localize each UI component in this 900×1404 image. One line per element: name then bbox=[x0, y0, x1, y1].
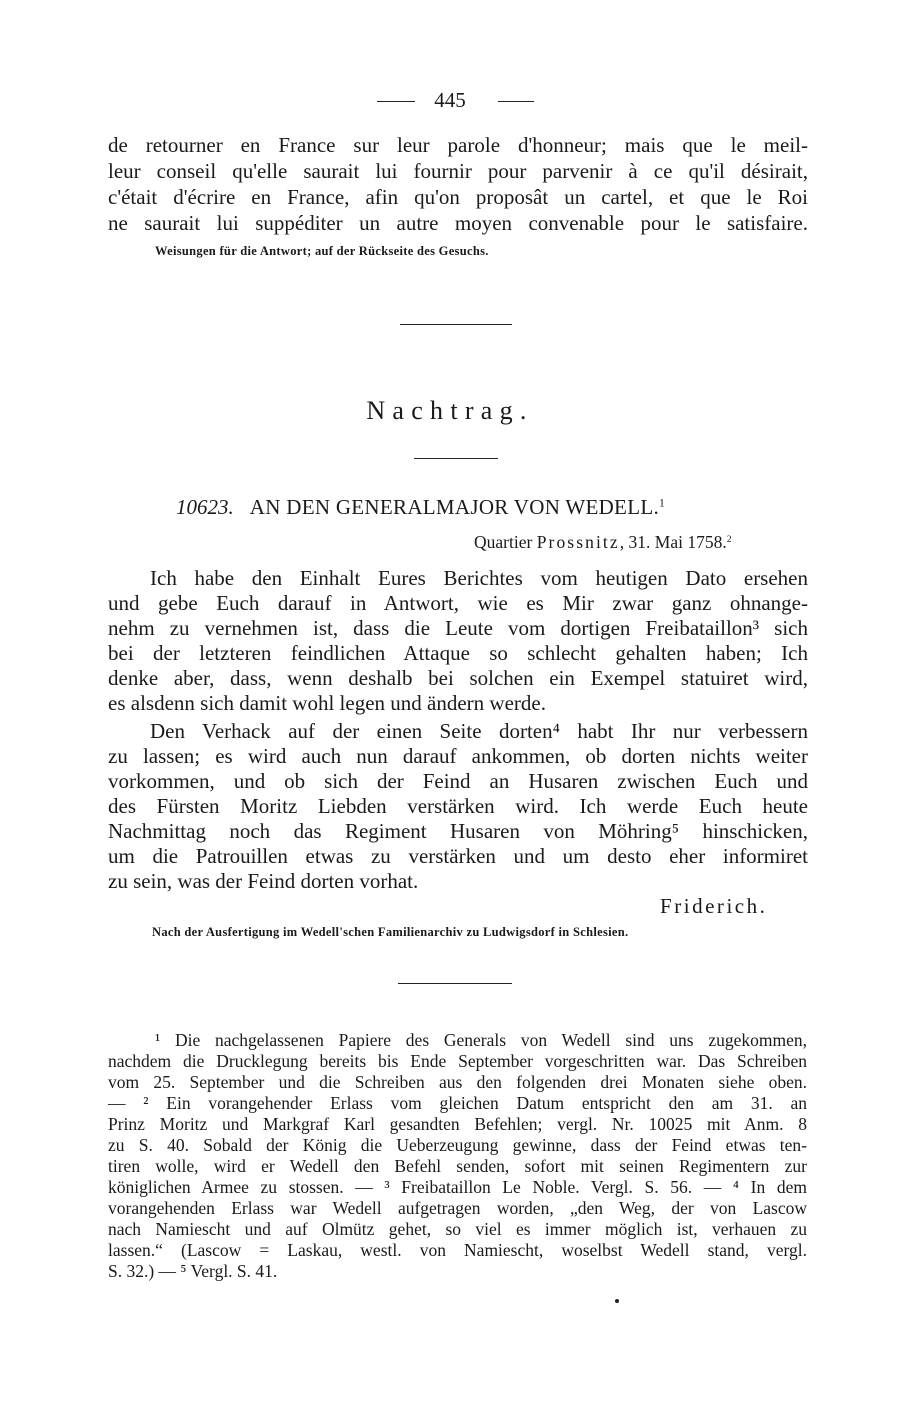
text-line: und gebe Euch darauf in Antwort, wie es Mir zwar ganz ohnange- bbox=[108, 591, 808, 615]
footnote-line: königlichen Armee zu stossen. — ³ Freibataillon Le Noble. Vergl. S. 56. — ⁴ In dem bbox=[108, 1177, 807, 1197]
print-speck bbox=[615, 1299, 619, 1303]
header-rule-right bbox=[498, 101, 534, 102]
footnote-line: lassen.“ (Lascow = Laskau, westl. von Namiescht, woselbst Wedell stand, vergl. bbox=[108, 1240, 807, 1260]
footnote-line: Prinz Moritz und Markgraf Karl gesandten Befehlen; vergl. Nr. 10025 mit Anm. 8 bbox=[108, 1114, 807, 1134]
text-line: de retourner en France sur leur parole d'honneur; mais que le meil- bbox=[108, 133, 808, 157]
footnote-line: S. 32.) — ⁵ Vergl. S. 41. bbox=[108, 1261, 278, 1281]
footnote-line: ¹ Die nachgelassenen Papiere des Generals von Wedell sind uns zugekommen, bbox=[155, 1030, 807, 1050]
page-number: 445 bbox=[434, 88, 466, 112]
text-line: vorkommen, und ob sich der Feind an Husaren zwischen Euch und bbox=[108, 769, 808, 793]
letter-heading bbox=[176, 495, 665, 520]
text-line: bei der letzteren feindlichen Attaque so schlecht gehalten haben; Ich bbox=[108, 641, 808, 665]
text-line: denke aber, dass, wenn deshalb bei solchen ein Exempel statuiret wird, bbox=[108, 666, 808, 690]
separator-rule bbox=[400, 324, 512, 325]
footnote-line: nach Namiescht und auf Olmütz gehet, so viel es immer möglich ist, verhauen zu bbox=[108, 1219, 807, 1239]
source-note: Weisungen für die Antwort; auf der Rückseite des Gesuchs. bbox=[155, 244, 489, 258]
text-line: leur conseil qu'elle saurait lui fournir pour parvenir à ce qu'il désirait, bbox=[108, 159, 808, 183]
letter-number: 10623. bbox=[176, 495, 234, 519]
text-line: um die Patrouillen etwas zu verstärken und um desto eher informiret bbox=[108, 844, 808, 868]
footnote-line: tiren wolle, wird er Wedell den Befehl senden, sofort mit seinen Regimentern zur bbox=[108, 1156, 807, 1176]
footnote-line: zu S. 40. Sobald der König die Ueberzeugung gewinne, dass der Feind etwas ten- bbox=[108, 1135, 807, 1155]
text-line: es alsdenn sich damit wohl legen und ändern werde. bbox=[108, 691, 546, 715]
text-line: Den Verhack auf der einen Seite dorten⁴ habt Ihr nur verbessern bbox=[150, 719, 808, 743]
letter-dateline bbox=[474, 532, 732, 553]
text-line: Nachmittag noch das Regiment Husaren von Möhring⁵ hinschicken, bbox=[108, 819, 808, 843]
header-rule-left bbox=[377, 101, 415, 102]
section-rule bbox=[414, 458, 498, 459]
text-line: c'était d'écrire en France, afin qu'on proposât un cartel, et que le Roi bbox=[108, 185, 808, 209]
footnote-line: vom 25. September und die Schreiben aus den folgenden drei Monaten siehe oben. bbox=[108, 1072, 807, 1092]
footnote-ref: 2 bbox=[726, 533, 732, 545]
text-line: des Fürsten Moritz Liebden verstärken wird. Ich werde Euch heute bbox=[108, 794, 808, 818]
separator-rule bbox=[398, 983, 512, 984]
text-line: nehm zu vernehmen ist, dass die Leute vom dortigen Freibataillon³ sich bbox=[108, 616, 808, 640]
footnote-line: nachdem die Drucklegung bereits bis Ende September vorgeschritten war. Das Schreiben bbox=[108, 1051, 807, 1071]
text-line: Ich habe den Einhalt Eures Berichtes vom heutigen Dato ersehen bbox=[150, 566, 808, 590]
signature: Friderich. bbox=[660, 894, 768, 918]
dateline-date: , 31. Mai 1758. bbox=[619, 532, 727, 552]
text-line: zu sein, was der Feind dorten vorhat. bbox=[108, 869, 419, 893]
footnote-line: — ² Ein vorangehender Erlass vom gleichen Datum entspricht den am 31. an bbox=[108, 1093, 807, 1113]
section-title: Nachtrag. bbox=[366, 396, 534, 425]
text-line: zu lassen; es wird auch nun darauf ankommen, ob dorten nichts weiter bbox=[108, 744, 808, 768]
dateline-place: Prossnitz bbox=[536, 532, 620, 552]
text-line: ne saurait lui suppéditer un autre moyen convenable pour le satisfaire. bbox=[108, 211, 808, 235]
letter-title: AN DEN GENERALMAJOR VON WEDELL. bbox=[249, 495, 659, 519]
footnote-line: vorangehenden Erlass war Wedell aufgetragen worden, „den Weg, der von Lascow bbox=[108, 1198, 807, 1218]
footnote-ref: 1 bbox=[659, 497, 665, 510]
source-note: Nach der Ausfertigung im Wedell'schen Familienarchiv zu Ludwigsdorf in Schlesien. bbox=[152, 925, 629, 939]
dateline-prefix: Quartier bbox=[474, 532, 533, 552]
